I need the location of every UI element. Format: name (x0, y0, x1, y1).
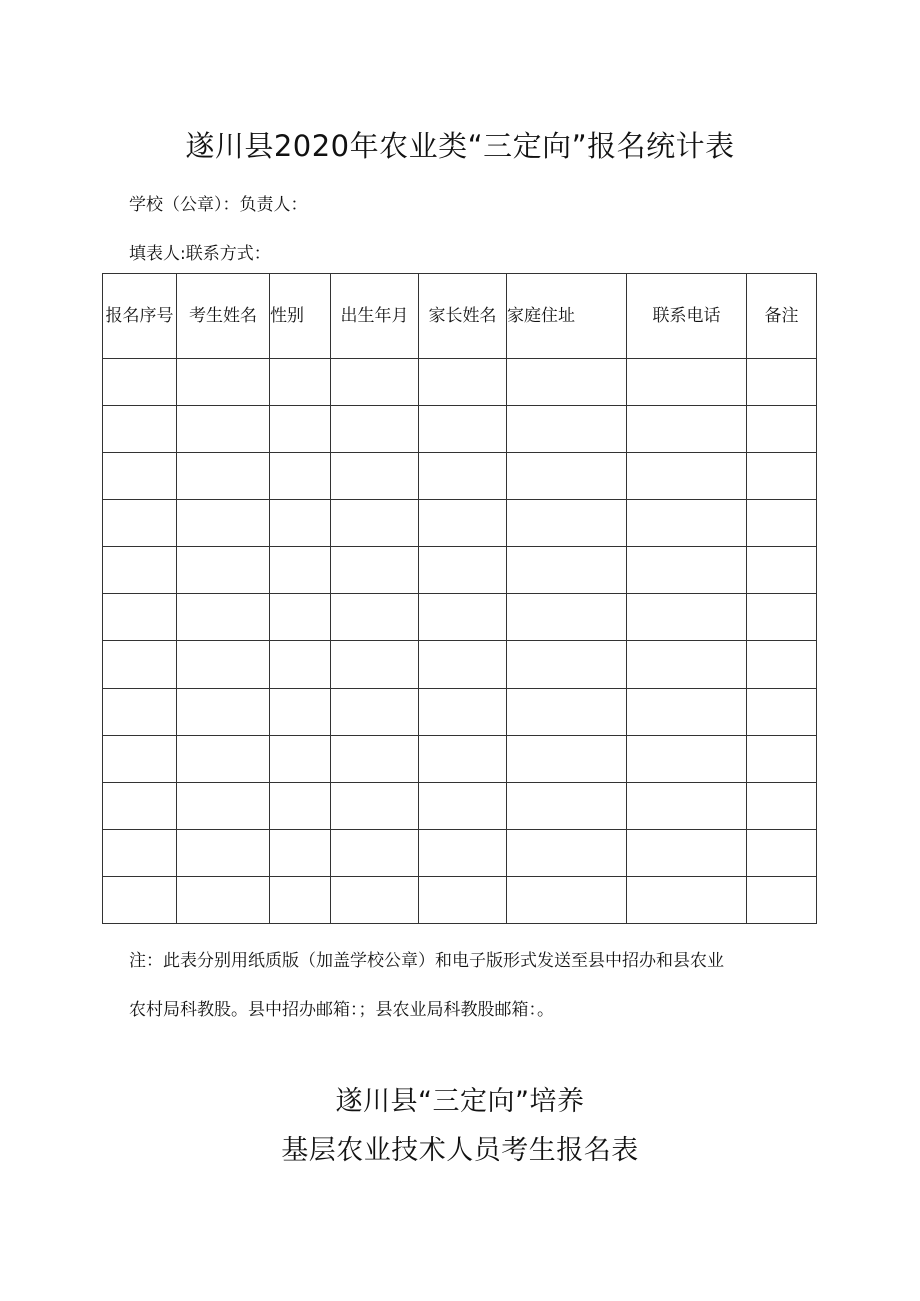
subtitle-line-2: 基层农业技术人员考生报名表 (281, 1135, 639, 1166)
table-cell[interactable] (419, 594, 507, 641)
table-cell[interactable] (177, 406, 270, 453)
document-title: 遂川县2020年农业类“三定向”报名统计表 (185, 129, 735, 163)
table-cell[interactable] (419, 406, 507, 453)
subtitle-line-1: 遂川县“三定向”培养 (335, 1086, 585, 1117)
table-cell[interactable] (507, 547, 627, 594)
table-cell[interactable] (177, 500, 270, 547)
table-cell[interactable] (627, 547, 747, 594)
table-cell[interactable] (270, 782, 331, 829)
table-cell[interactable] (331, 359, 419, 406)
table-cell[interactable] (177, 594, 270, 641)
table-cell[interactable] (103, 500, 177, 547)
table-cell[interactable] (419, 641, 507, 688)
table-cell[interactable] (331, 641, 419, 688)
table-cell[interactable] (507, 594, 627, 641)
table-cell[interactable] (507, 359, 627, 406)
table-cell[interactable] (747, 876, 817, 923)
table-cell[interactable] (331, 782, 419, 829)
table-cell[interactable] (270, 547, 331, 594)
table-cell[interactable] (177, 735, 270, 782)
table-row (103, 406, 817, 453)
table-cell[interactable] (507, 406, 627, 453)
table-cell[interactable] (627, 735, 747, 782)
note-line-1: 注：此表分别用纸质版（加盖学校公章）和电子版形式发送至县中招办和县农业 (129, 951, 724, 971)
note-line-2: 农村局科教股。县中招办邮箱：；县农业局科教股邮箱：。 (129, 1000, 554, 1020)
table-cell[interactable] (627, 641, 747, 688)
table-cell[interactable] (103, 547, 177, 594)
table-row (103, 359, 817, 406)
table-cell[interactable] (747, 829, 817, 876)
table-cell[interactable] (270, 735, 331, 782)
table-row (103, 594, 817, 641)
header-cell: 报名序号 (103, 274, 177, 359)
table-cell[interactable] (103, 594, 177, 641)
table-cell[interactable] (507, 453, 627, 500)
table-cell[interactable] (177, 782, 270, 829)
table-cell[interactable] (419, 688, 507, 735)
table-cell[interactable] (177, 829, 270, 876)
table-cell[interactable] (507, 735, 627, 782)
table-row (103, 688, 817, 735)
table-cell[interactable] (331, 594, 419, 641)
table-cell[interactable] (507, 782, 627, 829)
table-cell[interactable] (270, 641, 331, 688)
table-cell[interactable] (270, 406, 331, 453)
table-cell[interactable] (103, 641, 177, 688)
header-cell: 联系电话 (627, 274, 747, 359)
table-cell[interactable] (627, 688, 747, 735)
table-row (103, 829, 817, 876)
table-cell[interactable] (747, 735, 817, 782)
header-cell: 家庭住址 (507, 274, 627, 359)
header-cell: 性别 (270, 274, 331, 359)
table-cell[interactable] (177, 453, 270, 500)
table-cell[interactable] (419, 876, 507, 923)
table-cell[interactable] (331, 547, 419, 594)
table-cell[interactable] (507, 876, 627, 923)
table-cell[interactable] (507, 829, 627, 876)
table-cell[interactable] (103, 406, 177, 453)
table-cell[interactable] (103, 782, 177, 829)
table-cell[interactable] (507, 641, 627, 688)
table-row (103, 547, 817, 594)
table-cell[interactable] (627, 876, 747, 923)
table-cell[interactable] (747, 359, 817, 406)
table-cell[interactable] (627, 594, 747, 641)
table-cell[interactable] (177, 876, 270, 923)
table-cell[interactable] (419, 735, 507, 782)
table-cell[interactable] (103, 876, 177, 923)
table-cell[interactable] (270, 500, 331, 547)
table-cell[interactable] (177, 641, 270, 688)
table-row (103, 500, 817, 547)
registration-table (102, 273, 817, 924)
table-cell[interactable] (419, 500, 507, 547)
table-cell[interactable] (270, 688, 331, 735)
table-cell[interactable] (419, 453, 507, 500)
table-cell[interactable] (627, 359, 747, 406)
table-cell[interactable] (331, 829, 419, 876)
table-cell[interactable] (627, 406, 747, 453)
table-cell[interactable] (103, 359, 177, 406)
table-row (103, 876, 817, 923)
table-cell[interactable] (747, 688, 817, 735)
table-cell[interactable] (627, 829, 747, 876)
table-cell[interactable] (331, 735, 419, 782)
table-cell[interactable] (419, 829, 507, 876)
table-cell[interactable] (627, 500, 747, 547)
header-cell: 备注 (747, 274, 817, 359)
table-cell[interactable] (103, 688, 177, 735)
table-cell[interactable] (627, 453, 747, 500)
table-cell[interactable] (747, 641, 817, 688)
table-row (103, 735, 817, 782)
school-responsible-line: 学校（公章）：负责人： (129, 195, 308, 215)
table-cell[interactable] (419, 359, 507, 406)
table-cell[interactable] (270, 876, 331, 923)
table-cell[interactable] (177, 688, 270, 735)
table-row (103, 641, 817, 688)
table-cell[interactable] (331, 688, 419, 735)
table-cell[interactable] (747, 453, 817, 500)
table-cell[interactable] (103, 453, 177, 500)
table-header-row (103, 274, 817, 359)
header-cell: 考生姓名 (177, 274, 270, 359)
table-cell[interactable] (627, 782, 747, 829)
table-row (103, 782, 817, 829)
table-cell[interactable] (747, 594, 817, 641)
table-cell[interactable] (747, 782, 817, 829)
table-cell[interactable] (419, 782, 507, 829)
table-cell[interactable] (507, 500, 627, 547)
table-cell[interactable] (331, 876, 419, 923)
table-cell[interactable] (331, 453, 419, 500)
table-cell[interactable] (270, 453, 331, 500)
header-cell: 出生年月 (331, 274, 419, 359)
table-cell[interactable] (747, 406, 817, 453)
table-cell[interactable] (270, 359, 331, 406)
table-cell[interactable] (331, 406, 419, 453)
table-cell[interactable] (177, 359, 270, 406)
table-cell[interactable] (270, 594, 331, 641)
table-cell[interactable] (331, 500, 419, 547)
table-cell[interactable] (419, 547, 507, 594)
table-cell[interactable] (747, 500, 817, 547)
table-cell[interactable] (177, 547, 270, 594)
table-row (103, 453, 817, 500)
table-cell[interactable] (103, 829, 177, 876)
table-cell[interactable] (270, 829, 331, 876)
table-cell[interactable] (103, 735, 177, 782)
filler-contact-line: 填表人:联系方式： (129, 244, 271, 264)
table-cell[interactable] (507, 688, 627, 735)
table-body (103, 359, 817, 924)
table-cell[interactable] (747, 547, 817, 594)
header-cell: 家长姓名 (419, 274, 507, 359)
